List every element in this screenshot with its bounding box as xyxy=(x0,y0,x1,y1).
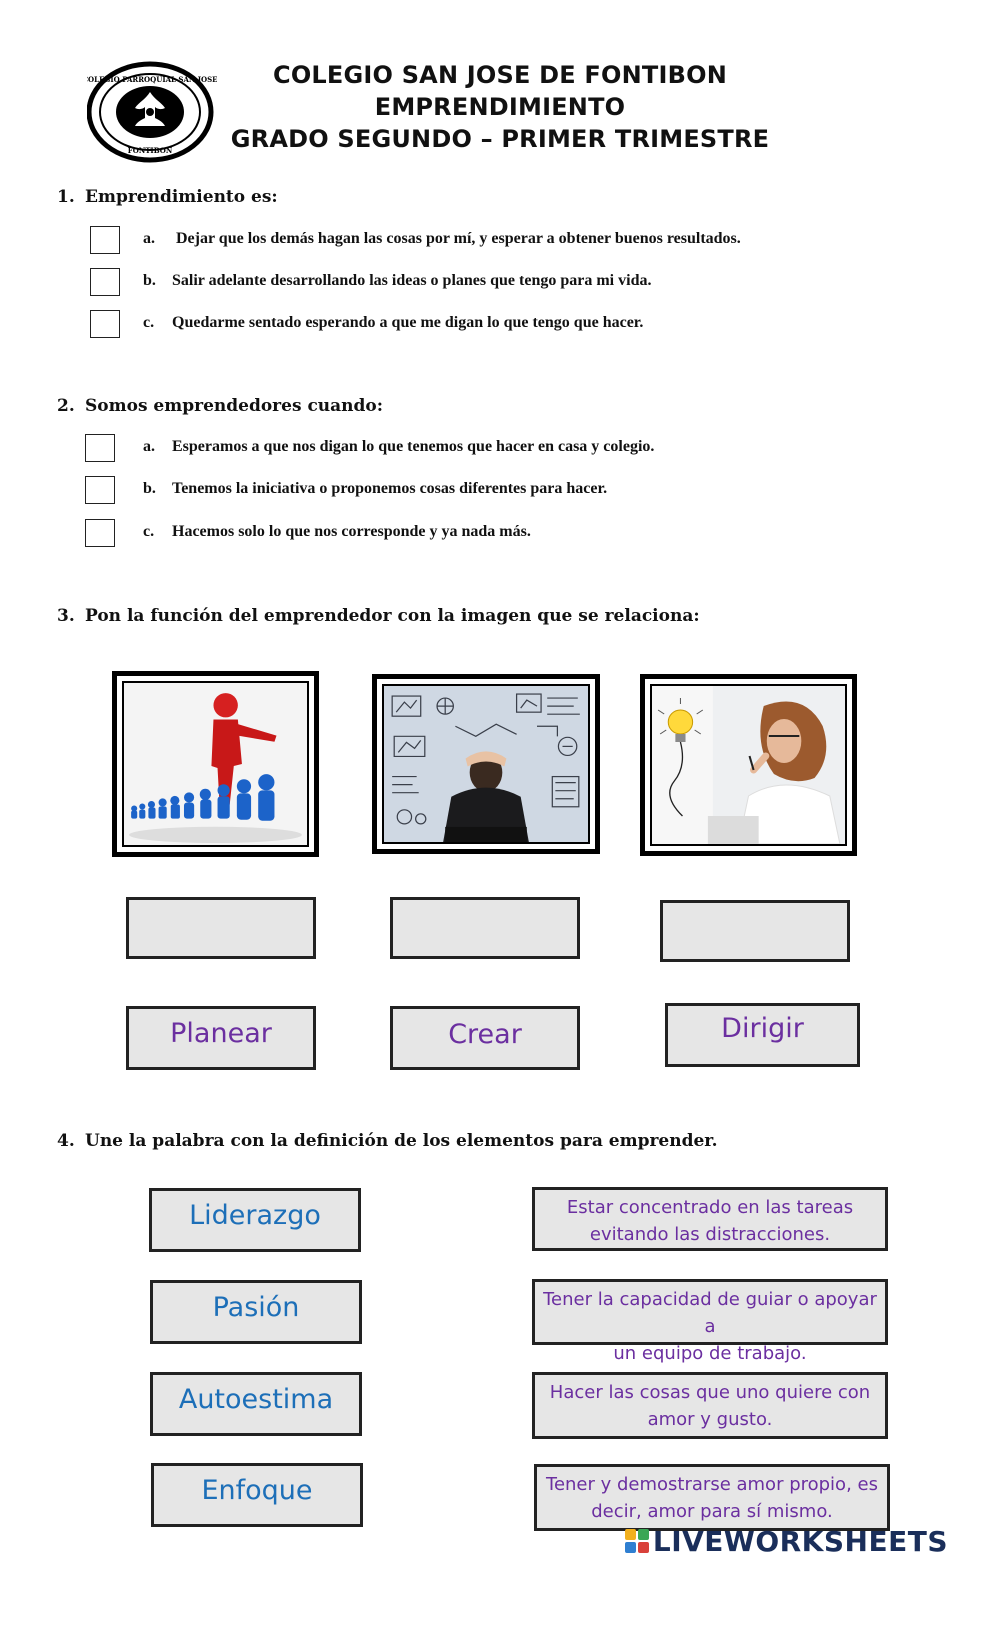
q4-word-pasion[interactable]: Pasión xyxy=(150,1280,362,1344)
q3-answer-box-1[interactable] xyxy=(126,897,316,959)
q2-option-a: a. Esperamos a que nos digan lo que tenemos que hacer en casa y colegio. xyxy=(85,434,965,464)
worksheet-header xyxy=(0,55,1000,165)
logo-text-bottom: FONTIBON xyxy=(127,146,173,155)
q4-word-enfoque[interactable]: Enfoque xyxy=(151,1463,363,1527)
q4-definition-2[interactable]: Tener la capacidad de guiar o apoyar a un equipo de trabajo. xyxy=(532,1279,888,1345)
school-logo xyxy=(87,60,217,164)
q1-option-b: b. Salir adelante desarrollando las ideas o planes que tengo para mi vida. xyxy=(90,268,970,298)
question-4-title: 4. Une la palabra con la definición de los elementos para emprender. xyxy=(57,1131,718,1151)
q1-checkbox-b[interactable] xyxy=(90,268,120,296)
q1-checkbox-c[interactable] xyxy=(90,310,120,338)
q3-answer-box-3[interactable] xyxy=(660,900,850,962)
q1-checkbox-a[interactable] xyxy=(90,226,120,254)
q2-checkbox-b[interactable] xyxy=(85,476,115,504)
q3-word-crear[interactable]: Crear xyxy=(390,1006,580,1070)
image-leader-team xyxy=(112,671,319,857)
liveworksheets-footer xyxy=(625,1524,948,1558)
q3-word-dirigir[interactable]: Dirigir xyxy=(665,1003,860,1067)
question-3-title: 3. Pon la función del emprendedor con la imagen que se relaciona: xyxy=(57,606,700,626)
q4-definition-4[interactable]: Tener y demostrarse amor propio, es decir, amor para sí mismo. xyxy=(534,1464,890,1531)
q1-option-a: a. Dejar que los demás hagan las cosas por mí, y esperar a obtener buenos resultados. xyxy=(90,226,970,256)
subject-name: EMPRENDIMIENTO xyxy=(374,93,626,121)
q1-option-c: c. Quedarme sentado esperando a que me digan lo que tengo que hacer. xyxy=(90,310,970,340)
school-name: COLEGIO SAN JOSE DE FONTIBON xyxy=(273,61,727,89)
q2-checkbox-a[interactable] xyxy=(85,434,115,462)
q4-definition-3[interactable]: Hacer las cosas que uno quiere con amor y gusto. xyxy=(532,1372,888,1439)
image-idea-woman xyxy=(640,674,857,856)
question-2-title: 2. Somos emprendedores cuando: xyxy=(57,396,384,416)
q2-option-b: b. Tenemos la iniciativa o proponemos cosas diferentes para hacer. xyxy=(85,476,965,506)
title-block xyxy=(200,59,800,155)
brand-name: LIVEWORKSHEETS xyxy=(652,1524,948,1558)
q2-checkbox-c[interactable] xyxy=(85,519,115,547)
logo-text-top: COLEGIO PARROQUIAL SAN JOSE xyxy=(87,75,217,84)
liveworksheets-logo-icon xyxy=(625,1529,649,1553)
q4-definition-1[interactable]: Estar concentrado en las tareas evitando las distracciones. xyxy=(532,1187,888,1251)
q2-option-c: c. Hacemos solo lo que nos corresponde y ya nada más. xyxy=(85,519,965,549)
q3-word-planear[interactable]: Planear xyxy=(126,1006,316,1070)
q4-word-autoestima[interactable]: Autoestima xyxy=(150,1372,362,1436)
image-planning-sketches xyxy=(372,674,600,854)
q4-word-liderazgo[interactable]: Liderazgo xyxy=(149,1188,361,1252)
grade-term: GRADO SEGUNDO – PRIMER TRIMESTRE xyxy=(230,125,770,153)
q3-answer-box-2[interactable] xyxy=(390,897,580,959)
question-1-title: 1. Emprendimiento es: xyxy=(57,187,278,207)
